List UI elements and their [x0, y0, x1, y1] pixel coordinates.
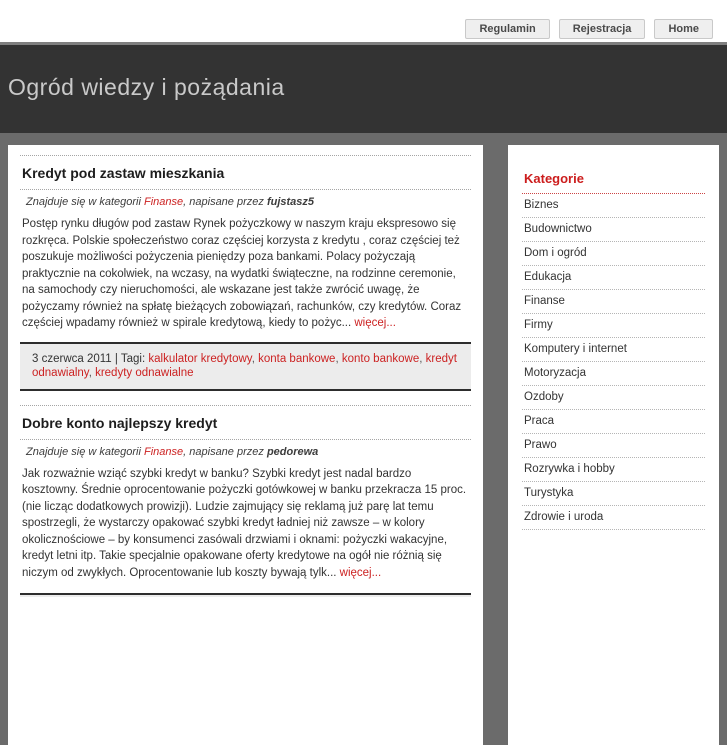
tag-item	[148, 353, 258, 365]
article-excerpt	[20, 466, 471, 582]
post-date: 3 czerwca 2011	[32, 352, 112, 365]
tag-link[interactable]: kredyt odnawialny	[32, 352, 457, 379]
meta-prefix: Znajduje się w kategorii	[26, 445, 145, 458]
category-list	[522, 194, 705, 530]
author-name: fujstasz5	[266, 196, 315, 208]
sidebar-item-edukacja[interactable]: Edukacja	[522, 266, 705, 290]
tag-item	[258, 353, 342, 365]
top-navigation	[0, 0, 727, 42]
sidebar-item-ozdoby[interactable]: Ozdoby	[522, 386, 705, 410]
sidebar-item-turystyka[interactable]: Turystyka	[522, 482, 705, 506]
nav-button-home[interactable]: Home	[654, 19, 713, 39]
site-title: Ogród wiedzy i pożądania	[8, 73, 285, 100]
article-meta	[20, 440, 471, 463]
category-link[interactable]: Finanse	[144, 196, 184, 208]
excerpt-text: Postęp rynku długów pod zastaw Rynek pożyczkowy w naszym kraju ekspresowo się rozkręca. Polskie społeczeństwo coraz częściej korzysta z kredytu , coraz częściej też poszukuje możliwości pożyczenia pieniędzy poza bankami. Polacy pożyczają praktycznie na cokolwiek, na wczasy, na wydatki świąteczne, na rodzinne ceremonie, na samochody czy nieruchomości, ale wskazane jest także zwrócić uwagę, że pożyczamy również na spłatę bieżących zobowiązań, rachunków, czy kredytów. Coraz częściej wpadamy również w spirale kredytową, kiedy to pożyc...	[22, 218, 462, 329]
sidebar-item-dom-i-ogrod[interactable]: Dom i ogród	[522, 242, 705, 266]
article-title[interactable]: Kredyt pod zastaw mieszkania	[20, 155, 471, 190]
sidebar-item-praca[interactable]: Praca	[522, 410, 705, 434]
meta-prefix: Znajduje się w kategorii	[26, 196, 145, 208]
read-more-link[interactable]: więcej...	[354, 317, 396, 329]
author-name: pedorewa	[266, 445, 319, 458]
category-link[interactable]: Finanse	[144, 445, 184, 458]
sidebar	[508, 145, 719, 745]
tag-link[interactable]: kalkulator kredytowy	[148, 352, 252, 365]
tags-box	[20, 342, 471, 391]
sidebar-item-prawo[interactable]: Prawo	[522, 434, 705, 458]
sidebar-item-biznes[interactable]: Biznes	[522, 194, 705, 218]
sidebar-item-budownictwo[interactable]: Budownictwo	[522, 218, 705, 242]
meta-middle: , napisane przez	[183, 445, 267, 458]
sidebar-item-firmy[interactable]: Firmy	[522, 314, 705, 338]
nav-button-regulamin[interactable]: Regulamin	[465, 19, 549, 39]
sidebar-item-zdrowie-i-uroda[interactable]: Zdrowie i uroda	[522, 506, 705, 530]
nav-button-rejestracja[interactable]: Rejestracja	[559, 19, 646, 39]
tag-item	[342, 353, 426, 365]
excerpt-text: Jak rozważnie wziąć szybki kredyt w banku? Szybki kredyt jest nadal bardzo kosztowny. Średnie oprocentowanie pożyczki gotówkowej w banku przekracza 15 proc. (nie licząc dodatkowych prowizji). Ludzie zajmujący się reklamą już parę lat temu spostrzegli, że wystarczy opakować szybki kredyt ładniej niż zawsze – w kolory okolicznościowe – by konsumenci zasówali drzwiami i oknami: pożyczki wakacyjne, kredyt letni itp. Takie specjalnie opakowane oferty kredytowe na ogół nie różnią się niczym od zwykłych. Oprocentowanie lub koszty bywają tylk...	[22, 467, 467, 579]
tag-item	[95, 367, 193, 379]
meta-middle: , napisane przez	[183, 196, 267, 208]
site-header	[0, 45, 727, 133]
sidebar-item-motoryzacja[interactable]: Motoryzacja	[522, 362, 705, 386]
sidebar-item-rozrywka-i-hobby[interactable]: Rozrywka i hobby	[522, 458, 705, 482]
tags-separator: |	[111, 352, 121, 365]
main-column	[8, 145, 483, 745]
tag-link[interactable]: konta bankowe	[258, 352, 336, 365]
article	[20, 155, 471, 391]
tags-box-partial	[20, 593, 471, 597]
content-area	[0, 133, 727, 745]
tags-label: Tagi:	[120, 352, 149, 365]
article-meta	[20, 190, 471, 213]
article-title[interactable]: Dobre konto najlepszy kredyt	[20, 405, 471, 440]
sidebar-heading-kategorie: Kategorie	[522, 171, 705, 194]
sidebar-item-komputery-i-internet[interactable]: Komputery i internet	[522, 338, 705, 362]
sidebar-item-finanse[interactable]: Finanse	[522, 290, 705, 314]
article	[20, 405, 471, 598]
article-excerpt	[20, 216, 471, 332]
tag-link[interactable]: konto bankowe	[341, 352, 420, 365]
read-more-link[interactable]: więcej...	[339, 566, 382, 579]
tag-link[interactable]: kredyty odnawialne	[95, 367, 194, 379]
